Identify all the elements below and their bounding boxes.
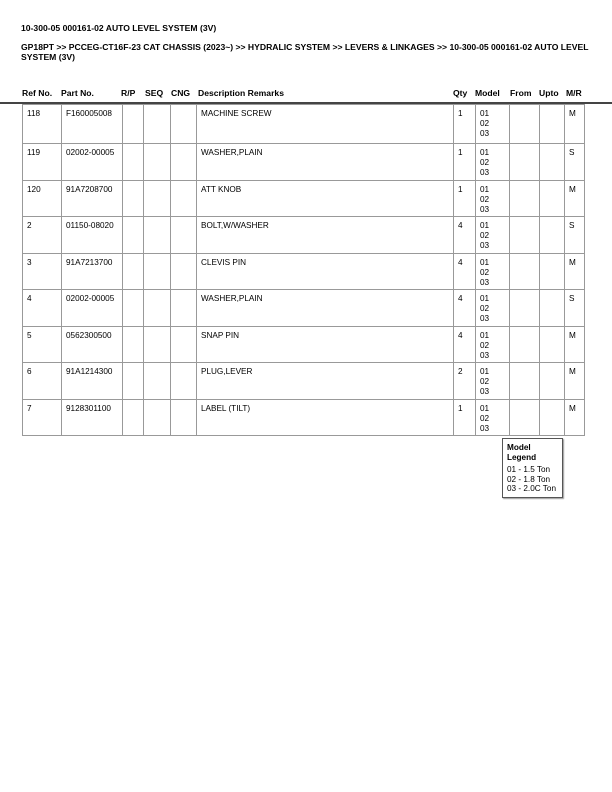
cell-ref: 4 xyxy=(23,290,62,327)
cell-mr: S xyxy=(565,217,585,254)
model-legend xyxy=(502,438,563,498)
cell-from xyxy=(510,180,540,217)
model-code: 02 xyxy=(480,194,490,204)
cell-rp xyxy=(123,290,144,327)
cell-qty: 2 xyxy=(454,363,476,400)
cell-seq xyxy=(144,290,171,327)
cell-ref: 5 xyxy=(23,326,62,363)
cell-ref: 119 xyxy=(23,144,62,181)
cell-desc: WASHER,PLAIN xyxy=(197,144,454,181)
cell-upto xyxy=(540,217,565,254)
model-code: 03 xyxy=(480,168,490,177)
cell-rp xyxy=(123,144,144,181)
model-code: 01 xyxy=(480,148,490,157)
cell-seq xyxy=(144,326,171,363)
model-code: 03 xyxy=(480,204,490,214)
table-row xyxy=(23,399,585,436)
model-code: 02 xyxy=(480,377,490,386)
cell-from xyxy=(510,399,540,436)
cell-cng xyxy=(171,180,197,217)
cell-upto xyxy=(540,144,565,181)
header-mr: M/R xyxy=(566,88,582,98)
cell-rp xyxy=(123,217,144,254)
cell-qty: 1 xyxy=(454,105,476,144)
cell-mr: M xyxy=(565,363,585,400)
table-row xyxy=(23,180,585,217)
cell-qty: 4 xyxy=(454,253,476,290)
cell-from xyxy=(510,326,540,363)
cell-part: 0562300500 xyxy=(62,326,123,363)
cell-model xyxy=(476,326,510,363)
cell-part: 91A1214300 xyxy=(62,363,123,400)
cell-model xyxy=(476,363,510,400)
cell-desc: SNAP PIN xyxy=(197,326,454,363)
cell-part: 91A7208700 xyxy=(62,180,123,217)
model-code: 01 xyxy=(480,221,490,230)
model-code: 03 xyxy=(480,423,490,433)
legend-item: 03 - 2.0C Ton xyxy=(507,484,557,493)
model-code: 01 xyxy=(480,184,490,194)
cell-upto xyxy=(540,105,565,144)
cell-part: 91A7213700 xyxy=(62,253,123,290)
cell-qty: 1 xyxy=(454,144,476,181)
cell-model xyxy=(476,180,510,217)
cell-desc: MACHINE SCREW xyxy=(197,105,454,144)
cell-part: 9128301100 xyxy=(62,399,123,436)
cell-seq xyxy=(144,363,171,400)
cell-rp xyxy=(123,399,144,436)
model-code: 02 xyxy=(480,119,490,128)
header-upto: Upto xyxy=(539,88,559,98)
cell-seq xyxy=(144,105,171,144)
header-part: Part No. xyxy=(61,88,94,98)
cell-seq xyxy=(144,253,171,290)
cell-part: 02002-00005 xyxy=(62,290,123,327)
cell-ref: 7 xyxy=(23,399,62,436)
cell-desc: CLEVIS PIN xyxy=(197,253,454,290)
cell-ref: 120 xyxy=(23,180,62,217)
parts-table xyxy=(22,104,585,436)
cell-qty: 1 xyxy=(454,399,476,436)
cell-ref: 6 xyxy=(23,363,62,400)
legend-title: Model Legend xyxy=(507,443,537,462)
model-code: 01 xyxy=(480,330,490,340)
cell-model xyxy=(476,105,510,144)
cell-ref: 2 xyxy=(23,217,62,254)
cell-rp xyxy=(123,253,144,290)
cell-rp xyxy=(123,105,144,144)
cell-qty: 1 xyxy=(454,180,476,217)
model-code: 01 xyxy=(480,403,490,413)
cell-seq xyxy=(144,217,171,254)
cell-part: F160005008 xyxy=(62,105,123,144)
cell-seq xyxy=(144,180,171,217)
cell-model xyxy=(476,144,510,181)
cell-desc: PLUG,LEVER xyxy=(197,363,454,400)
header-seq: SEQ xyxy=(145,88,164,98)
cell-mr: M xyxy=(565,399,585,436)
cell-part: 02002-00005 xyxy=(62,144,123,181)
model-code: 02 xyxy=(480,231,490,240)
header-rp: R/P xyxy=(121,88,136,98)
cell-mr: M xyxy=(565,180,585,217)
model-code: 01 xyxy=(480,294,490,303)
cell-from xyxy=(510,144,540,181)
legend-item: 01 - 1.5 Ton xyxy=(507,465,551,474)
header-model: Model xyxy=(475,88,500,98)
model-code: 02 xyxy=(480,304,490,313)
cell-model xyxy=(476,217,510,254)
cell-upto xyxy=(540,290,565,327)
cell-cng xyxy=(171,399,197,436)
model-code: 01 xyxy=(480,257,490,267)
cell-seq xyxy=(144,399,171,436)
cell-mr: S xyxy=(565,290,585,327)
table-row xyxy=(23,290,585,327)
page-title: 10-300-05 000161-02 AUTO LEVEL SYSTEM (3V) xyxy=(21,23,217,33)
cell-desc: BOLT,W/WASHER xyxy=(197,217,454,254)
model-code: 03 xyxy=(480,387,490,396)
legend-item: 02 - 1.8 Ton xyxy=(507,474,551,484)
cell-mr: M xyxy=(565,326,585,363)
cell-part: 01150-08020 xyxy=(62,217,123,254)
table-row xyxy=(23,144,585,181)
cell-from xyxy=(510,290,540,327)
model-code: 03 xyxy=(480,277,490,287)
cell-ref: 3 xyxy=(23,253,62,290)
header-ref: Ref No. xyxy=(22,88,53,98)
cell-from xyxy=(510,253,540,290)
cell-qty: 4 xyxy=(454,326,476,363)
cell-upto xyxy=(540,180,565,217)
model-code: 03 xyxy=(480,129,490,138)
cell-desc: ATT KNOB xyxy=(197,180,454,217)
cell-ref: 118 xyxy=(23,105,62,144)
model-code: 01 xyxy=(480,367,490,376)
cell-rp xyxy=(123,180,144,217)
table-row xyxy=(23,105,585,144)
cell-rp xyxy=(123,363,144,400)
cell-model xyxy=(476,290,510,327)
header-qty: Qty xyxy=(453,88,468,98)
cell-cng xyxy=(171,217,197,254)
cell-upto xyxy=(540,253,565,290)
cell-rp xyxy=(123,326,144,363)
cell-upto xyxy=(540,363,565,400)
cell-cng xyxy=(171,144,197,181)
cell-cng xyxy=(171,105,197,144)
cell-upto xyxy=(540,399,565,436)
cell-cng xyxy=(171,290,197,327)
cell-desc: WASHER,PLAIN xyxy=(197,290,454,327)
model-code: 02 xyxy=(480,267,490,277)
table-row xyxy=(23,217,585,254)
model-code: 03 xyxy=(480,314,490,323)
cell-seq xyxy=(144,144,171,181)
header-cng: CNG xyxy=(171,88,191,98)
cell-qty: 4 xyxy=(454,217,476,254)
cell-cng xyxy=(171,326,197,363)
cell-from xyxy=(510,217,540,254)
model-code: 03 xyxy=(480,350,490,360)
model-code: 02 xyxy=(480,340,490,350)
cell-cng xyxy=(171,363,197,400)
model-code: 03 xyxy=(480,241,490,250)
header-from: From xyxy=(510,88,532,98)
model-code: 02 xyxy=(480,158,490,167)
cell-from xyxy=(510,363,540,400)
cell-qty: 4 xyxy=(454,290,476,327)
cell-from xyxy=(510,105,540,144)
model-code: 02 xyxy=(480,413,490,423)
table-row xyxy=(23,363,585,400)
table-row xyxy=(23,253,585,290)
cell-cng xyxy=(171,253,197,290)
cell-model xyxy=(476,399,510,436)
cell-mr: M xyxy=(565,253,585,290)
cell-model xyxy=(476,253,510,290)
breadcrumb: GP18PT >> PCCEG-CT16F-23 CAT CHASSIS (2023~) >> HYDRALIC SYSTEM >> LEVERS & LINKAGES >> 10-300-05 000161-02 AUTO LEVEL SYSTEM (3V) xyxy=(21,42,589,62)
table-row xyxy=(23,326,585,363)
cell-mr: S xyxy=(565,144,585,181)
cell-desc: LABEL (TILT) xyxy=(197,399,454,436)
header-desc: Description Remarks xyxy=(198,88,284,98)
cell-mr: M xyxy=(565,105,585,144)
model-code: 01 xyxy=(480,109,490,118)
cell-upto xyxy=(540,326,565,363)
